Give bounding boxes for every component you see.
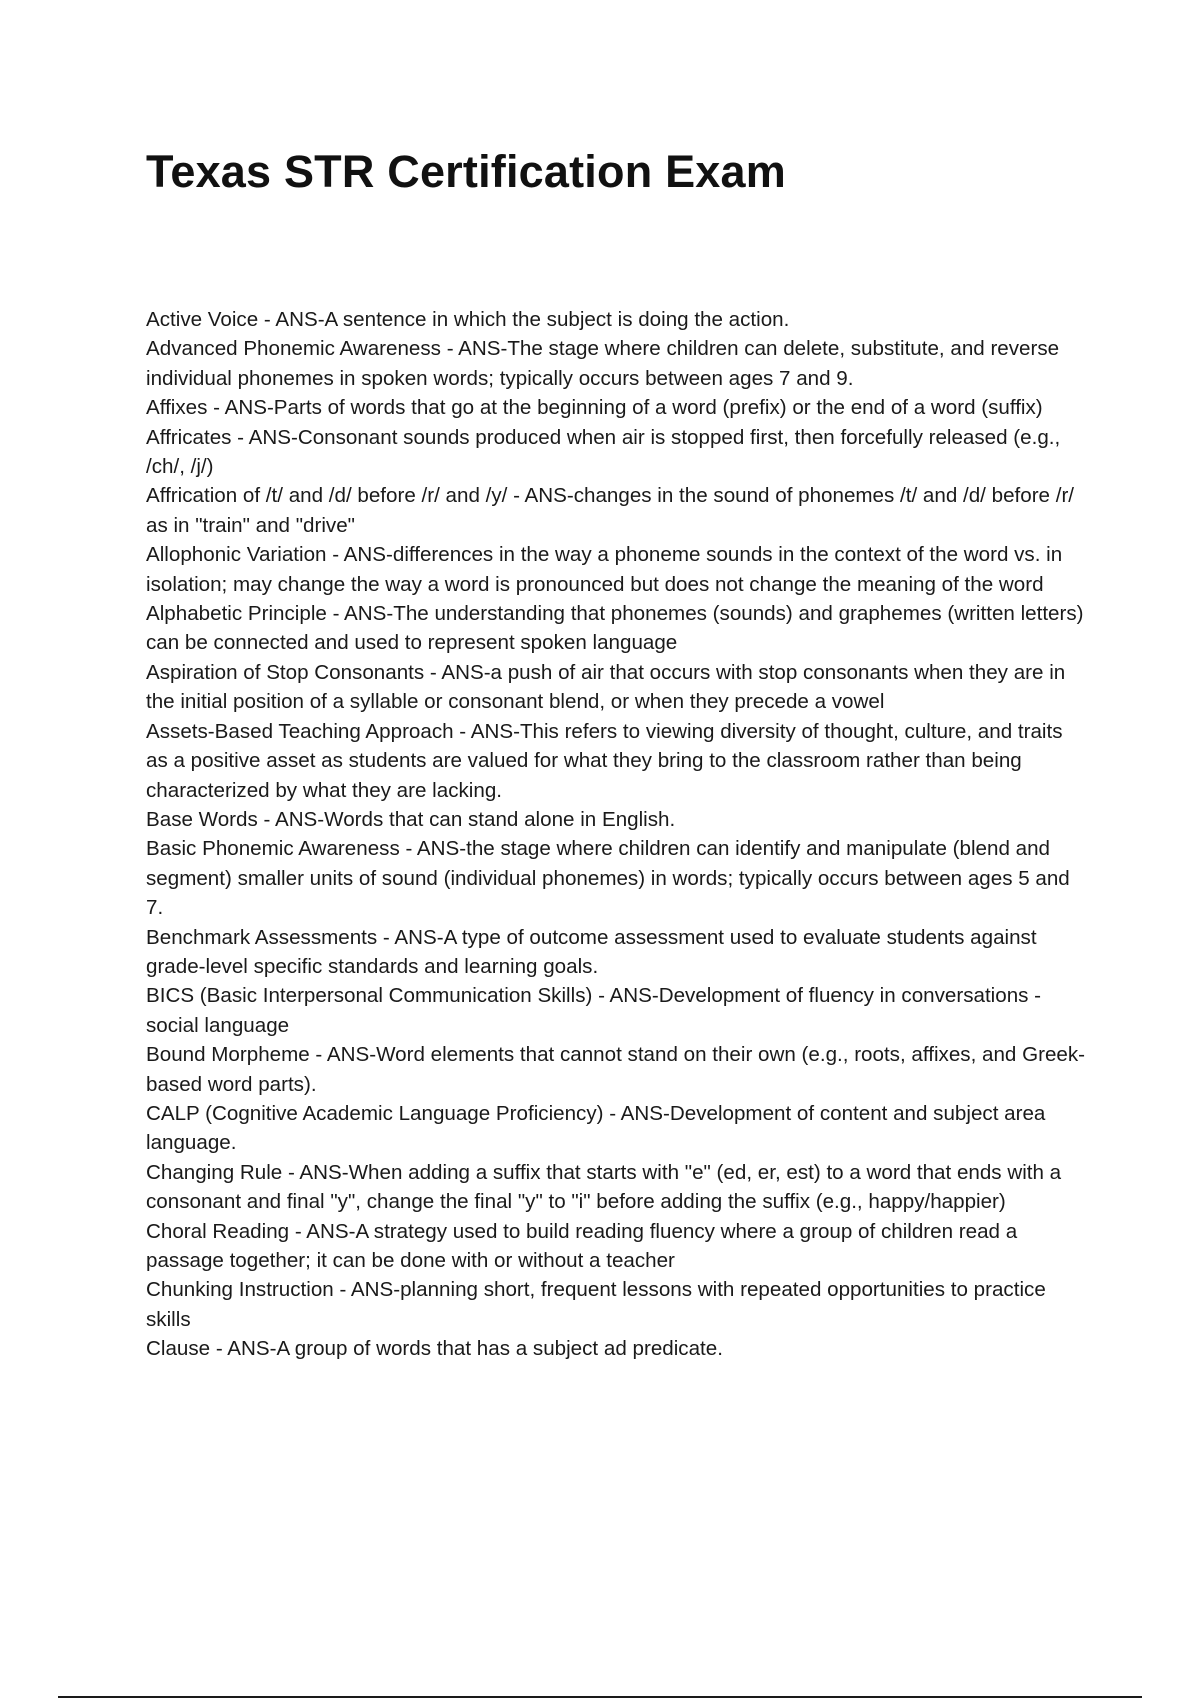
footer-divider (58, 1696, 1142, 1698)
glossary-entry: Allophonic Variation - ANS-differences in the way a phoneme sounds in the context of the word vs. in isolation; may change the way a word is pronounced but does not change the meaning of the word (146, 543, 1063, 596)
glossary-entry: Changing Rule - ANS-When adding a suffix that starts with "e" (ed, er, est) to a word that ends with a consonant and final "y", change the final "y" to "i" before adding the suffix (e.g., happy/happier) (146, 1160, 1062, 1214)
glossary-entry: Base Words - ANS-Words that can stand alone in English. (146, 807, 676, 831)
glossary-entry: Advanced Phonemic Awareness - ANS-The stage where children can delete, substitute, and reverse individual phonemes in spoken words; typically occurs between ages 7 and 9. (146, 337, 1060, 390)
glossary-entry: Basic Phonemic Awareness - ANS-the stage where children can identify and manipulate (blend and segment) smaller units of sound (individual phonemes) in words; typically occurs between ages 5 and 7. (146, 837, 1070, 920)
glossary-entry: Assets-Based Teaching Approach - ANS-This refers to viewing diversity of thought, culture, and traits as a positive asset as students are valued for what they bring to the classroom rather than being characterized by what they are lacking. (146, 719, 1063, 802)
glossary-entry: Affricates - ANS-Consonant sounds produced when air is stopped first, then forcefully released (e.g., /ch/, /j/) (146, 425, 1061, 479)
glossary-entry: Aspiration of Stop Consonants - ANS-a push of air that occurs with stop consonants when they are in the initial position of a syllable or consonant blend, or when they precede a vowel (146, 660, 1066, 714)
glossary-entry: Affixes - ANS-Parts of words that go at the beginning of a word (prefix) or the end of a word (suffix) (146, 396, 1043, 420)
page-title: Texas STR Certification Exam (146, 146, 786, 197)
glossary-entry: Affrication of /t/ and /d/ before /r/ and /y/ - ANS-changes in the sound of phonemes /t/ and /d/ before /r/ as in "train" and "drive" (146, 484, 1075, 537)
glossary-entry: Bound Morpheme - ANS-Word elements that cannot stand on their own (e.g., roots, affixes, and Greek-based word parts). (146, 1043, 1086, 1096)
glossary-entry: Benchmark Assessments - ANS-A type of outcome assessment used to evaluate students against grade-level specific standards and learning goals. (146, 925, 1037, 978)
glossary-entry: BICS (Basic Interpersonal Communication Skills) - ANS-Development of fluency in conversations - social language (146, 984, 1042, 1037)
glossary-entry: Chunking Instruction - ANS-planning short, frequent lessons with repeated opportunities to practice skills (146, 1278, 1046, 1331)
glossary-entry: CALP (Cognitive Academic Language Proficiency) - ANS-Development of content and subject area language. (146, 1101, 1046, 1155)
glossary-entry: Clause - ANS-A group of words that has a subject ad predicate. (146, 1337, 723, 1361)
glossary-list (146, 305, 1088, 1364)
glossary-entry: Choral Reading - ANS-A strategy used to build reading fluency where a group of children read a passage together; it can be done with or without a teacher (146, 1219, 1018, 1272)
glossary-entry: Active Voice - ANS-A sentence in which the subject is doing the action. (146, 308, 790, 331)
glossary-entry: Alphabetic Principle - ANS-The understanding that phonemes (sounds) and graphemes (written letters) can be connected and used to represent spoken language (146, 602, 1084, 655)
